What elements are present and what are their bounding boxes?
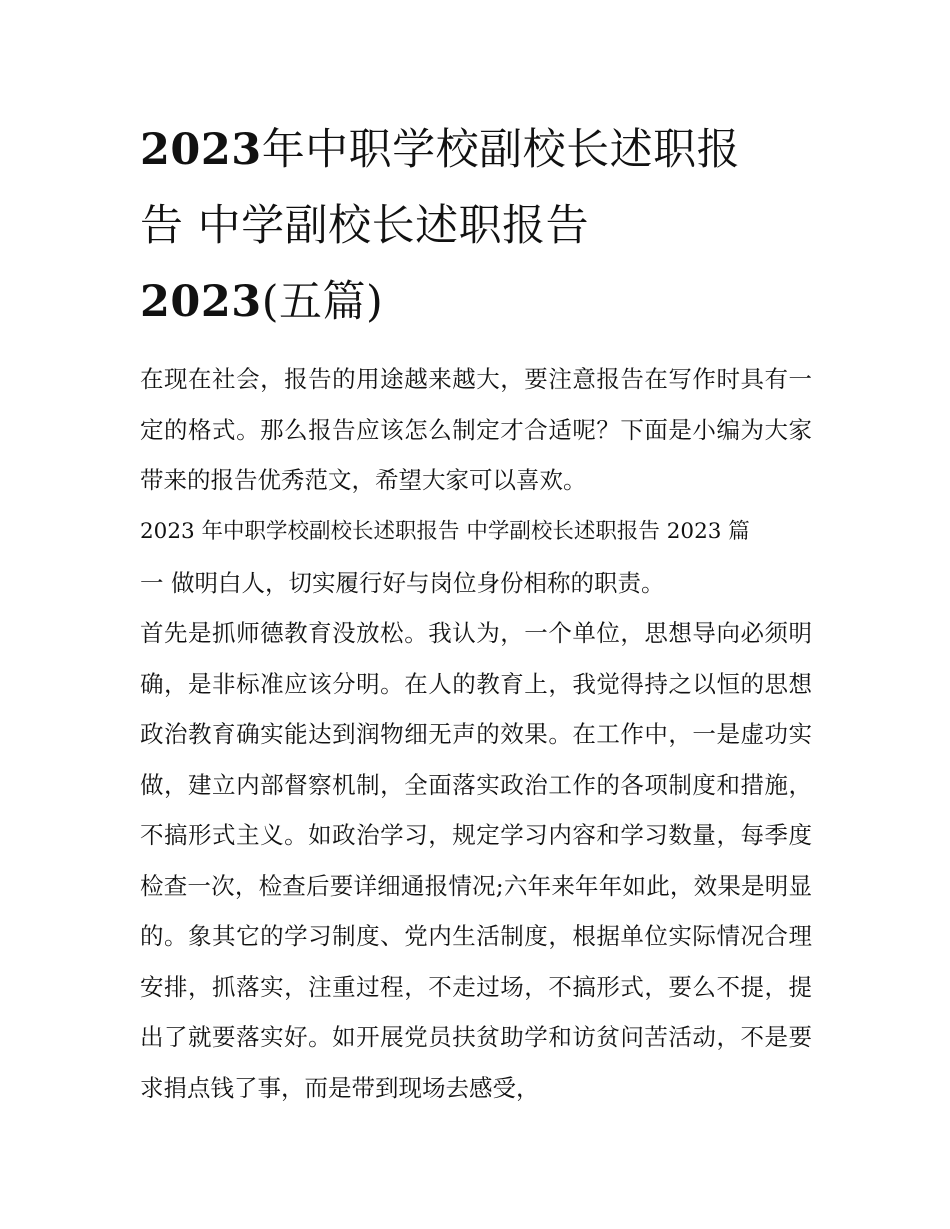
title-year-2: 2023	[140, 277, 262, 327]
section-heading: 2023 年中职学校副校长述职报告 中学副校长述职报告 2023 篇	[140, 518, 750, 544]
intro-paragraph: 在现在社会，报告的用途越来越大，要注意报告在写作时具有一定的格式。那么报告应该怎么制定才合适呢？下面是小编为大家带来的报告优秀范文，希望大家可以喜欢。	[140, 365, 812, 494]
title-text-part2: 告 中学副校长述职报告	[140, 201, 590, 251]
title-year: 2023	[140, 125, 262, 175]
title-text-part3: (五篇)	[261, 277, 384, 327]
document-page	[140, 112, 812, 1113]
body-paragraph: 首先是抓师德教育没放松。我认为，一个单位，思想导向必须明确，是非标准应该分明。在人的教育上，我觉得持之以恒的思想政治教育确实能达到润物细无声的效果。在工作中，一是虚功实做，建立内部督察机制，全面落实政治工作的各项制度和措施，不搞形式主义。如政治学习，规定学习内容和学习数量，每季度检查一次，检查后要详细通报情况;六年来年年如此，效果是明显的。象其它的学习制度、党内生活制度，根据单位实际情况合理安排，抓落实，注重过程，不走过场，不搞形式，要么不提，提出了就要落实好。如开展党员扶贫助学和访贫问苦活动，不是要求捐点钱了事，而是带到现场去感受，	[140, 619, 812, 1102]
document-title	[140, 112, 812, 340]
section-subheading: 一 做明白人，切实履行好与岗位身份相称的职责。	[140, 568, 665, 597]
title-text-part1: 年中职学校副校长述职报	[261, 125, 741, 175]
